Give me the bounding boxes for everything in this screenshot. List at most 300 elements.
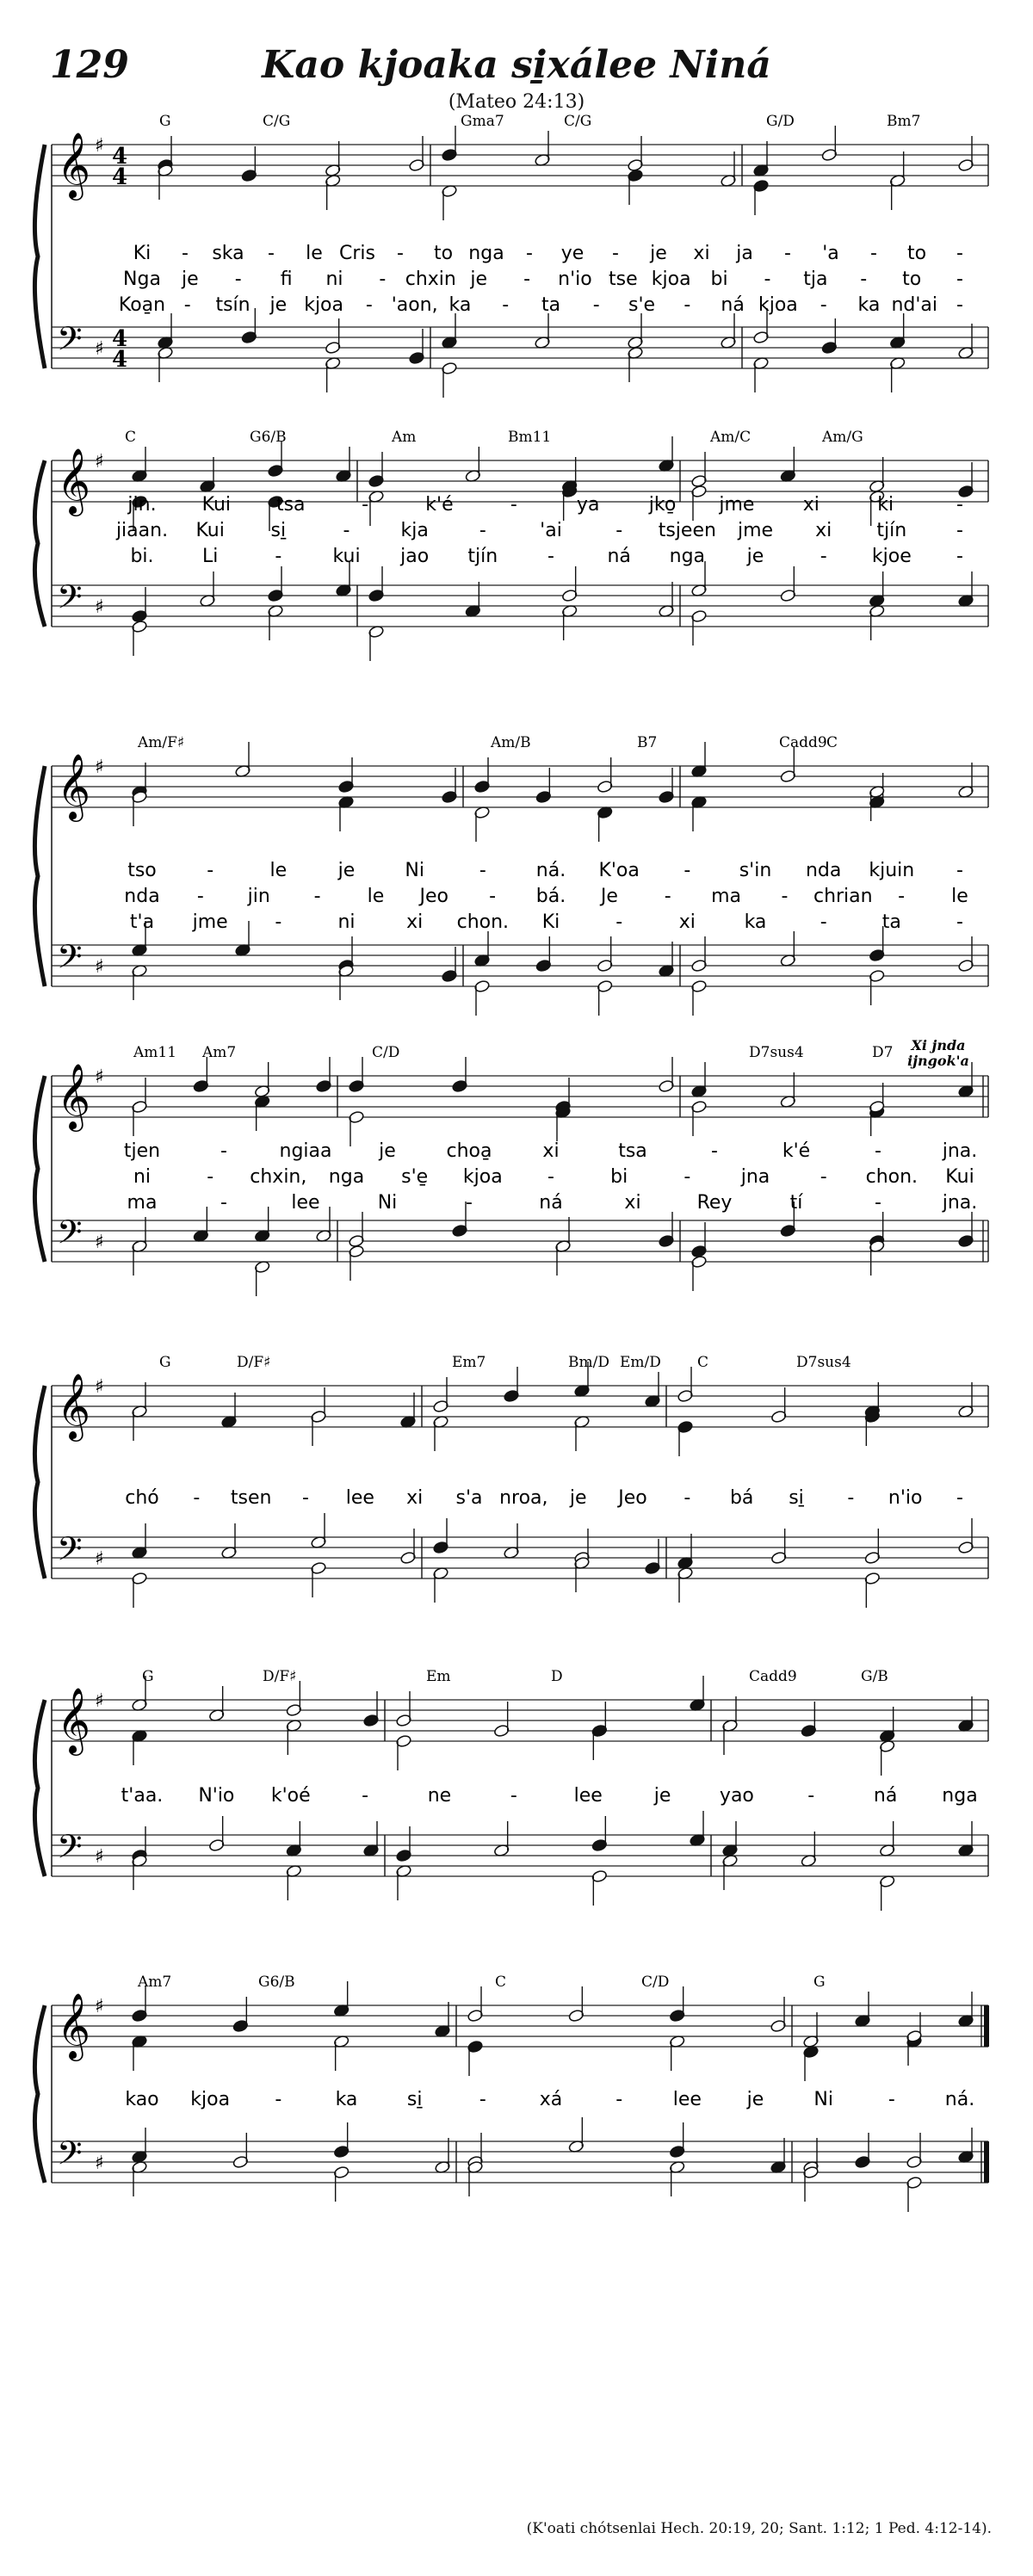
bass-staff — [52, 1513, 988, 1608]
quarter-note — [677, 1420, 694, 1456]
lyric-syllable: - — [684, 860, 691, 881]
lyric-syllable: nda — [124, 886, 160, 907]
time-signature-bottom: 4 — [112, 164, 128, 190]
half-note — [889, 356, 906, 392]
lyric-syllable: je — [379, 1140, 396, 1162]
half-note — [465, 447, 481, 483]
lyric-syllable: jme — [737, 520, 774, 541]
quarter-note — [645, 1372, 661, 1408]
lyric-syllable: tsen — [230, 1487, 272, 1509]
half-note — [504, 1523, 520, 1560]
lyric-syllable: - — [502, 294, 510, 316]
lyric-syllable: - — [207, 1166, 214, 1188]
lyric-syllable: jin. — [127, 494, 157, 516]
lyric-syllable: ná — [607, 546, 631, 567]
quarter-note — [132, 587, 148, 623]
lyric-syllable: - — [781, 886, 789, 907]
system-3 — [34, 734, 988, 1016]
key-signature-sharp: ♯ — [95, 1548, 104, 1570]
half-note — [691, 1255, 708, 1291]
lyric-syllable: - — [664, 886, 671, 907]
half-note — [467, 2160, 484, 2196]
lyric-syllable: kjoa — [758, 294, 798, 316]
quarter-note — [132, 2128, 148, 2164]
key-signature-sharp: ♯ — [95, 338, 104, 360]
half-note — [132, 1100, 148, 1136]
quarter-note — [336, 447, 352, 483]
chord-symbol: G — [159, 1354, 171, 1371]
quarter-note — [659, 1212, 675, 1248]
quarter-note — [474, 931, 491, 967]
chord-symbol: C/D — [372, 1044, 400, 1061]
half-note — [400, 1529, 417, 1565]
system-6 — [34, 1668, 988, 1911]
half-note — [325, 141, 341, 177]
lyric-syllable: je — [470, 269, 488, 290]
lyric-syllable: je — [653, 1785, 671, 1807]
lyric-syllable: le — [269, 860, 288, 881]
quarter-note — [659, 942, 675, 978]
system-brace — [34, 145, 45, 368]
lyric-syllable: lee — [672, 2089, 702, 2110]
lyric-syllable: ka — [448, 294, 472, 316]
lyric-syllable: ni — [133, 1166, 152, 1188]
lyric-syllable: je — [337, 860, 356, 881]
quarter-note — [889, 313, 906, 349]
key-signature-sharp: ♯ — [95, 1996, 104, 2017]
lyric-syllable: Cris — [339, 243, 375, 264]
quarter-note — [333, 1981, 349, 2017]
lyric-syllable: chxin, — [250, 1166, 307, 1188]
lyric-syllable: Ni — [813, 2089, 833, 2110]
chord-symbol: Am/G — [822, 429, 863, 446]
lyric-syllable: - — [268, 243, 275, 264]
half-note — [906, 2176, 923, 2212]
bass-staff — [52, 308, 988, 398]
lyric-syllable: xi — [624, 1192, 641, 1214]
chord-symbol: C/G — [263, 113, 291, 130]
lyric-syllable: je — [269, 294, 288, 316]
lyric-syllable: nga — [328, 1166, 365, 1188]
lyric-syllable: s'in — [739, 860, 772, 881]
quarter-note — [801, 1702, 817, 1738]
lyric-syllable: jin — [247, 886, 270, 907]
lyric-syllable: ta — [881, 911, 901, 933]
quarter-note — [193, 1057, 209, 1093]
quarter-note — [645, 1539, 661, 1575]
lyric-syllable: - — [523, 269, 531, 290]
treble-staff — [52, 436, 988, 531]
quarter-note — [132, 1986, 148, 2023]
hymn-number: 129 — [50, 43, 129, 87]
chord-symbol: Am/B — [491, 734, 531, 751]
lyric-syllable: ne — [427, 1785, 452, 1807]
lyric-syllable: kja — [400, 520, 429, 541]
lyric-syllable: - — [479, 860, 486, 881]
half-note — [311, 1561, 327, 1597]
lyric-syllable: chon. — [865, 1166, 919, 1188]
lyric-syllable: n'io — [558, 269, 592, 290]
lyric-syllable: ná — [721, 294, 745, 316]
lyric-syllable: t'a — [129, 911, 155, 933]
bass-clef-icon: 𝄢 — [57, 578, 83, 624]
lyric-syllable: ma — [711, 886, 742, 907]
lyric-syllable: tsa — [275, 494, 306, 516]
half-note — [158, 346, 174, 382]
half-note — [722, 1719, 739, 1755]
quarter-note — [591, 1724, 608, 1760]
half-note — [493, 1821, 510, 1857]
half-note — [864, 1572, 881, 1608]
lyric-syllable: - — [684, 1487, 691, 1509]
bass-clef-icon: 𝄢 — [57, 1213, 83, 1259]
lyric-syllable: si̱ — [270, 520, 287, 541]
performance-annotation: ijngok'a — [907, 1053, 969, 1069]
half-note — [442, 184, 458, 220]
treble-staff — [52, 1362, 988, 1456]
bass-staff — [52, 1202, 988, 1296]
half-note — [591, 1869, 608, 1906]
chord-symbol: D/F♯ — [263, 1668, 297, 1685]
lyric-syllable: jna. — [942, 1192, 978, 1214]
bass-staff — [52, 561, 988, 661]
half-note — [770, 1387, 787, 1424]
quarter-note — [504, 1367, 520, 1403]
lyric-syllable: ná. — [535, 860, 566, 881]
half-note — [208, 1816, 225, 1852]
half-note — [568, 2117, 585, 2153]
lyric-syllable: ná — [873, 1785, 898, 1807]
lyric-syllable: - — [379, 269, 387, 290]
chord-symbol: Am/F♯ — [138, 734, 185, 751]
lyric-syllable: - — [182, 243, 189, 264]
lyric-syllable: bi. — [130, 546, 154, 567]
lyric-syllable: Li — [201, 546, 219, 567]
lyric-syllable: 'ai — [540, 520, 562, 541]
quarter-note — [628, 169, 644, 205]
half-note — [691, 936, 708, 973]
half-note — [433, 1377, 449, 1413]
half-note — [628, 136, 644, 172]
half-note — [208, 1686, 225, 1722]
half-note — [803, 2012, 820, 2048]
lyric-syllable: nga — [468, 243, 504, 264]
chord-symbol: G6/B — [258, 1974, 295, 1991]
lyric-syllable: s'a — [455, 1487, 483, 1509]
half-note — [474, 806, 491, 842]
half-note — [561, 566, 578, 602]
lyric-syllable: k'oé — [270, 1785, 311, 1807]
key-signature-sharp: ♯ — [95, 1690, 104, 1712]
bass-clef-icon: 𝄢 — [57, 1827, 83, 1874]
half-note — [132, 2160, 148, 2196]
quarter-note — [561, 485, 578, 521]
lyric-syllable: tjín — [876, 520, 907, 541]
chord-symbol: D7sus4 — [796, 1354, 851, 1371]
treble-staff — [52, 742, 988, 842]
quarter-note — [958, 2128, 974, 2164]
lyric-syllable: fi — [280, 269, 293, 290]
lyric-syllable: - — [860, 269, 868, 290]
half-note — [958, 136, 974, 172]
half-note — [801, 1832, 817, 1868]
lyric-syllable: ná. — [944, 2089, 975, 2110]
half-note — [869, 969, 885, 1005]
lyric-syllable: tsa — [618, 1140, 647, 1162]
lyric-syllable: tse — [609, 269, 638, 290]
quarter-note — [200, 457, 216, 493]
time-signature-top: 4 — [112, 326, 128, 352]
half-note — [409, 136, 425, 172]
chord-symbol: Bm11 — [508, 429, 552, 446]
key-signature-sharp: ♯ — [95, 2153, 104, 2174]
lyric-syllable: - — [365, 294, 373, 316]
lyric-syllable: - — [956, 243, 963, 264]
quarter-note — [132, 2035, 148, 2071]
half-note — [770, 1997, 787, 2033]
half-note — [349, 1212, 365, 1248]
chord-symbol: D7sus4 — [749, 1044, 804, 1061]
half-note — [396, 1734, 412, 1770]
lyric-syllable: nd'ai — [891, 294, 938, 316]
quarter-note — [958, 1992, 974, 2028]
lyric-syllable: - — [234, 269, 242, 290]
lyric-syllable: nda — [805, 860, 842, 881]
chord-symbol: Am — [392, 429, 417, 446]
half-note — [433, 1415, 449, 1451]
key-signature-sharp: ♯ — [95, 135, 104, 157]
quarter-note — [803, 2045, 820, 2081]
quarter-note — [286, 1821, 302, 1857]
scripture-reference: (Mateo 24:13) — [448, 91, 585, 113]
half-note — [803, 2165, 820, 2202]
lyric-syllable: - — [343, 520, 350, 541]
chord-symbol: D/F♯ — [237, 1354, 271, 1371]
half-note — [958, 936, 974, 973]
quarter-note — [254, 1207, 270, 1243]
lyric-syllable: - — [489, 886, 497, 907]
half-note — [493, 1702, 510, 1738]
half-note — [368, 490, 385, 526]
chord-symbol: C — [697, 1354, 709, 1371]
half-note — [628, 313, 644, 349]
lyric-syllable: - — [956, 520, 963, 541]
lyric-syllable: - — [196, 886, 204, 907]
lyric-syllable: Ni — [377, 1192, 398, 1214]
chord-symbol: Cadd9 — [749, 1668, 797, 1685]
lyric-syllable: k'é — [782, 1140, 811, 1162]
half-note — [721, 151, 737, 188]
lyric-syllable: kjoe — [871, 546, 912, 567]
quarter-note — [669, 2122, 685, 2159]
quarter-note — [396, 1826, 412, 1863]
quarter-note — [433, 1518, 449, 1554]
lyric-syllable: - — [510, 494, 517, 516]
lyric-syllable: - — [956, 911, 963, 933]
quarter-note — [442, 126, 458, 162]
footnote: (K'oati chótsenlai Hech. 20:19, 20; Sant. 1:12; 1 Ped. 4:12-14). — [526, 2520, 992, 2537]
half-note — [325, 174, 341, 210]
lyric-syllable: - — [612, 243, 619, 264]
half-note — [906, 2029, 923, 2066]
quarter-note — [864, 1410, 881, 1446]
lyric-syllable: si̱ — [406, 2089, 423, 2110]
quarter-note — [268, 442, 284, 478]
quarter-note — [691, 795, 708, 831]
bass-clef-icon: 𝄢 — [57, 2134, 83, 2180]
quarter-note — [958, 1696, 974, 1733]
quarter-note — [442, 313, 458, 349]
lyric-syllable: Koa̱n — [118, 294, 166, 316]
lyric-syllable: je — [650, 243, 667, 264]
lyric-syllable: - — [820, 1166, 827, 1188]
quarter-note — [435, 2002, 451, 2038]
system-7 — [34, 1974, 988, 2212]
quarter-note — [958, 571, 974, 608]
lyric-syllable: k'é — [425, 494, 454, 516]
lyric-syllable: chxin — [405, 269, 456, 290]
lyric-syllable: - — [711, 1140, 718, 1162]
lyric-syllable: ni — [325, 269, 343, 290]
half-note — [677, 1367, 694, 1403]
lyric-syllable: xi — [406, 1487, 424, 1509]
quarter-note — [869, 571, 885, 608]
half-note — [338, 964, 355, 1000]
chord-symbol: C — [125, 429, 137, 446]
lyric-syllable: - — [510, 1785, 517, 1807]
lyric-syllable: - — [956, 294, 963, 316]
quarter-note — [132, 447, 148, 483]
chord-symbol: C — [826, 734, 838, 751]
half-note — [574, 1556, 591, 1592]
half-note — [325, 318, 341, 355]
half-note — [869, 604, 885, 640]
chord-symbol: B7 — [637, 734, 658, 751]
lyric-syllable: - — [220, 1140, 227, 1162]
quarter-note — [591, 1816, 608, 1852]
time-signature-bottom: 4 — [112, 347, 128, 373]
chord-symbol: Cadd9 — [779, 734, 827, 751]
half-note — [442, 361, 458, 398]
half-note — [268, 604, 284, 640]
half-note — [561, 604, 578, 640]
half-note — [254, 1260, 270, 1296]
quarter-note — [349, 1057, 365, 1093]
quarter-note — [535, 768, 552, 804]
lyric-syllable: xi — [678, 911, 696, 933]
lyric-syllable: Rey — [696, 1192, 733, 1214]
bass-clef-icon: 𝄢 — [57, 1529, 83, 1576]
chord-symbol: C/D — [641, 1974, 670, 1991]
half-note — [333, 2165, 349, 2202]
chord-symbol: Am11 — [133, 1044, 177, 1061]
treble-staff — [52, 1676, 988, 1776]
lyric-syllable: - — [397, 243, 404, 264]
lyric-syllable: ye — [560, 243, 585, 264]
quarter-note — [677, 1534, 694, 1570]
lyric-syllable: kjoa — [304, 294, 344, 316]
half-note — [254, 1062, 270, 1098]
treble-clef-icon: 𝄞 — [57, 1063, 91, 1129]
half-note — [722, 1854, 739, 1890]
lyric-syllable: le — [306, 243, 323, 264]
half-note — [721, 313, 737, 349]
lyric-syllable: lee — [573, 1785, 603, 1807]
quarter-note — [855, 1992, 871, 2028]
lyric-syllable: yao — [719, 1785, 754, 1807]
lyric-syllable: lee — [345, 1487, 374, 1509]
lyric-syllable: 'aon, — [391, 294, 438, 316]
lyric-syllable: - — [898, 886, 906, 907]
half-note — [753, 356, 770, 392]
lyric-syllable: jme — [192, 911, 228, 933]
quarter-note — [442, 768, 458, 804]
lyric-syllable: - — [466, 1192, 473, 1214]
lyric-syllable: kui — [332, 546, 361, 567]
performance-annotation: Xi jnda — [911, 1037, 966, 1053]
half-note — [574, 1415, 591, 1451]
half-note — [906, 2133, 923, 2169]
half-note — [659, 582, 675, 618]
lyric-syllable: ngiaa — [279, 1140, 332, 1162]
half-note — [691, 452, 708, 488]
half-note — [235, 742, 251, 778]
quarter-note — [465, 582, 481, 618]
lyric-syllable: - — [875, 1140, 881, 1162]
lyric-syllable: jna. — [942, 1140, 978, 1162]
lyric-syllable: kao — [125, 2089, 159, 2110]
quarter-note — [669, 1986, 685, 2023]
lyric-syllable: - — [820, 294, 827, 316]
treble-clef-icon: 𝄞 — [57, 753, 91, 819]
lyric-syllable: - — [313, 886, 321, 907]
system-brace — [34, 1700, 45, 1876]
lyric-syllable: jme — [719, 494, 755, 516]
lyric-syllable: xi — [815, 520, 832, 541]
half-note — [433, 1566, 449, 1603]
lyric-syllable: kjoa — [651, 269, 691, 290]
half-note — [770, 1529, 787, 1565]
lyric-syllable: - — [807, 1785, 815, 1807]
lyric-syllable: je — [182, 269, 199, 290]
lyric-syllable: chó — [125, 1487, 159, 1509]
lyric-syllable: Ki — [541, 911, 560, 933]
half-note — [368, 625, 385, 661]
lyric-syllable: - — [183, 294, 191, 316]
lyric-syllable: - — [956, 494, 963, 516]
lyric-syllable: kjoa — [462, 1166, 503, 1188]
lyric-syllable: ka — [744, 911, 767, 933]
lyric-syllable: - — [479, 2089, 486, 2110]
chord-symbol: G — [142, 1668, 154, 1685]
lyric-syllable: - — [275, 911, 282, 933]
lyric-syllable: - — [847, 1487, 855, 1509]
quarter-note — [338, 757, 355, 794]
lyric-syllable: tso — [127, 860, 157, 881]
quarter-note — [254, 1095, 270, 1131]
half-note — [396, 1864, 412, 1900]
quarter-note — [535, 936, 552, 973]
half-note — [821, 126, 838, 162]
half-note — [691, 485, 708, 521]
lyric-syllable: s'e̱ — [401, 1166, 429, 1188]
lyric-syllable: - — [888, 2089, 895, 2110]
chord-symbol: G/D — [766, 113, 795, 130]
lyric-syllable: ni — [337, 911, 356, 933]
lyric-syllable: - — [275, 546, 282, 567]
half-note — [132, 790, 148, 826]
lyric-syllable: - — [956, 860, 963, 881]
